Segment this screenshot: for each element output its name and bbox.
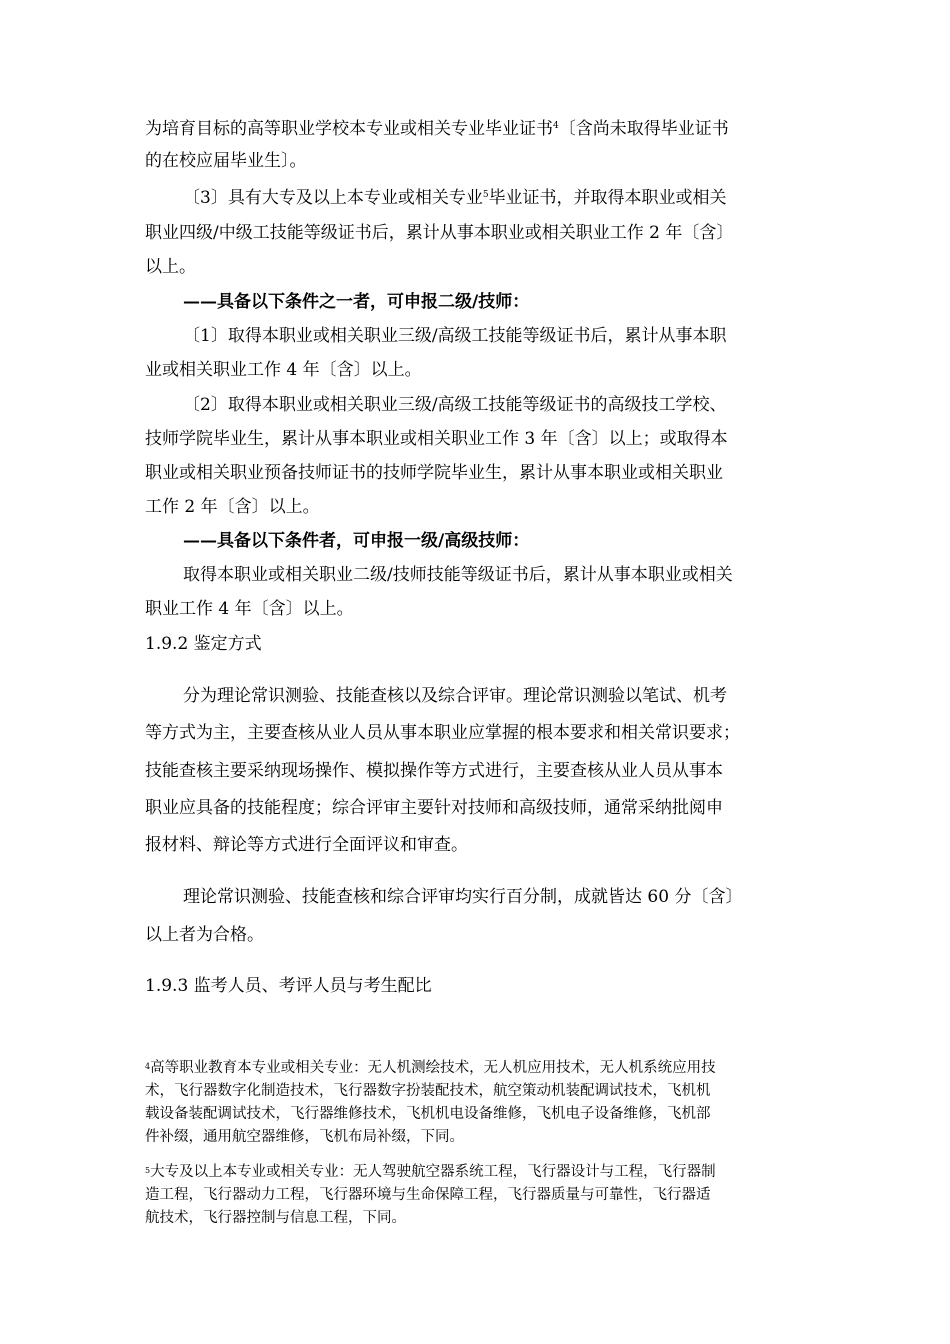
section-heading: 1.9.3 监考人员、考评人员与考生配比 (145, 976, 432, 996)
body-text-line: 职业工作 4 年〔含〕以上。 (145, 599, 354, 619)
footnote-line: 造工程，飞行器动力工程，飞行器环境与生命保障工程，飞行器质量与可靠性，飞行器适 (145, 1187, 711, 1203)
body-text-line: 理论常识测验、技能查核和综合评审均实行百分制，成就皆达 60 分〔含〕 (183, 887, 743, 907)
body-text-line: 分为理论常识测验、技能查核以及综合评审。理论常识测验以笔试、机考 (183, 686, 727, 706)
body-text-line: 等方式为主，主要查核从业人员从事本职业应掌握的根本要求和相关常识要求； (145, 723, 740, 743)
body-text-line: 业或相关职业工作 4 年〔含〕以上。 (145, 360, 422, 380)
body-text-line: 取得本职业或相关职业二级/技师技能等级证书后，累计从事本职业或相关 (183, 565, 733, 585)
footnote-ref[interactable]: 4 (553, 121, 559, 131)
footnote-line: $^4$高等职业教育本专业或相关专业：无人机测绘技术，无人机应用技术，无人机系统应用技 (145, 1060, 716, 1076)
section-heading: 1.9.2 鉴定方式 (145, 634, 262, 654)
body-text-line: 的在校应届毕业生〕。 (145, 151, 307, 171)
footnote-ref[interactable]: 5 (482, 190, 489, 200)
body-text-line: 报材料、辩论等方式进行全面评议和审查。 (145, 835, 468, 855)
footnote-line: 载设备装配调试技术，飞行器维修技术，飞机机电设备维修，飞机电子设备维修，飞机部 (145, 1106, 711, 1122)
body-text-line: 以上。 (145, 257, 196, 277)
condition-heading: ——具备以下条件者，可申报一级/高级技师： (183, 531, 530, 551)
body-text-line: 〔2〕取得本职业或相关职业三级/高级工技能等级证书的高级技工学校、 (183, 395, 727, 415)
body-text-line: 技能查核主要采纳现场操作、模拟操作等方式进行，主要查核从业人员从事本 (145, 761, 723, 781)
footnote-line: $^5$大专及以上本专业或相关专业：无人驾驶航空器系统工程，飞行器设计与工程，飞行器制 (145, 1164, 716, 1180)
footnote-number: 4 (145, 1062, 151, 1071)
body-text-line: 〔3〕具有大专及以上本专业或相关专业$^5$毕业证书，并取得本职业或相关 (183, 188, 727, 208)
condition-heading: ——具备以下条件之一者，可申报二级/技师： (183, 292, 530, 312)
body-text-line: 以上者为合格。 (145, 925, 264, 945)
body-text-line: 职业应具备的技能程度；综合评审主要针对技师和高级技师，通常采纳批阅申 (145, 798, 723, 818)
body-text-line: 为培育目标的高等职业学校本专业或相关专业毕业证书$^4$〔含尚未取得毕业证书 (145, 119, 729, 139)
body-text-line: 职业四级/中级工技能等级证书后，累计从事本职业或相关职业工作 2 年〔含〕 (145, 223, 734, 243)
footnote-line: 航技术，飞行器控制与信息工程，下同。 (145, 1210, 406, 1226)
footnote-number: 5 (145, 1166, 151, 1175)
footnote-line: 术，飞行器数字化制造技术，飞行器数字扮装配技术，航空策动机装配调试技术，飞机机 (145, 1083, 711, 1099)
body-text-line: 职业或相关职业预备技师证书的技师学院毕业生，累计从事本职业或相关职业 (145, 463, 723, 483)
body-text-line: 技师学院毕业生，累计从事本职业或相关职业工作 3 年〔含〕以上；或取得本 (145, 429, 728, 449)
body-text-line: 〔1〕取得本职业或相关职业三级/高级工技能等级证书后，累计从事本职 (183, 326, 727, 346)
footnote-line: 件补缀，通用航空器维修，飞机布局补缀，下同。 (145, 1129, 464, 1145)
body-text-line: 工作 2 年〔含〕以上。 (145, 497, 320, 517)
